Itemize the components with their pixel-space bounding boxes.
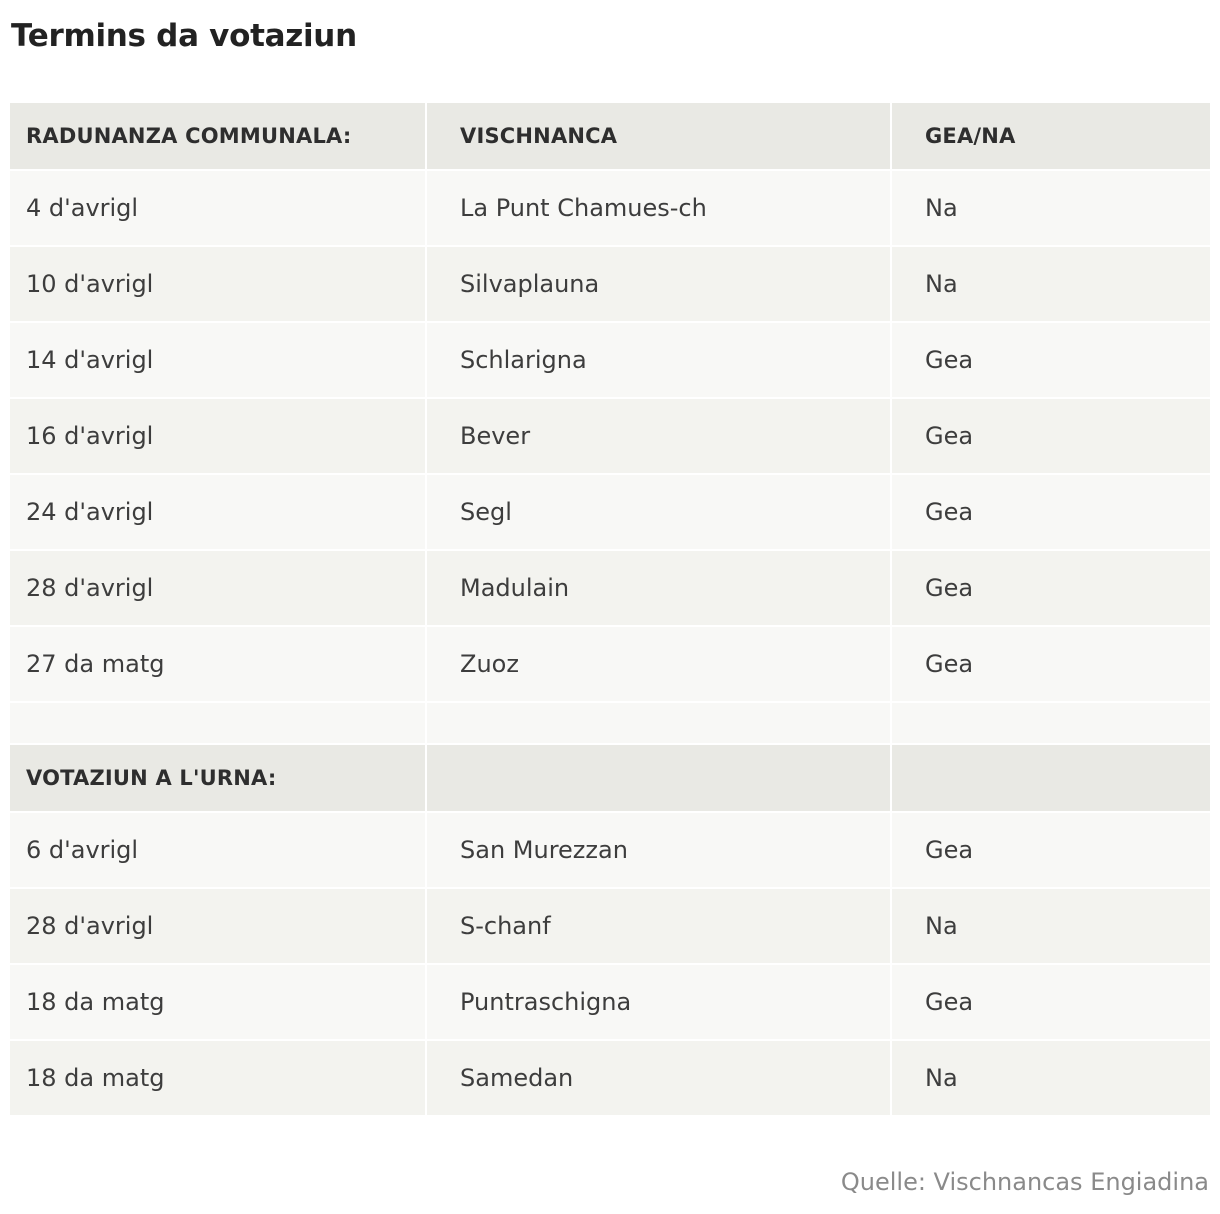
date-cell: 28 d'avrigl — [10, 888, 426, 964]
source-note: Quelle: Vischnancas Engiadina — [840, 1168, 1209, 1196]
result-cell: Gea — [891, 474, 1210, 550]
result-cell: Na — [891, 888, 1210, 964]
table-row — [10, 550, 1210, 626]
page-title: Termins da votaziun — [11, 18, 357, 54]
municipality-cell: Bever — [426, 398, 891, 474]
table-row — [10, 474, 1210, 550]
result-cell: Na — [891, 170, 1210, 246]
empty-cell — [891, 702, 1210, 744]
municipality-cell: Zuoz — [426, 626, 891, 702]
date-cell: 4 d'avrigl — [10, 170, 426, 246]
municipality-cell: Segl — [426, 474, 891, 550]
date-cell: 18 da matg — [10, 964, 426, 1040]
section-header-ballot: VOTAZIUN A L'URNA: — [10, 744, 426, 812]
result-cell: Gea — [891, 550, 1210, 626]
date-cell: 16 d'avrigl — [10, 398, 426, 474]
table-row — [10, 964, 1210, 1040]
date-cell: 27 da matg — [10, 626, 426, 702]
municipality-cell: S-chanf — [426, 888, 891, 964]
voting-dates-table — [10, 103, 1210, 1117]
municipality-cell: Samedan — [426, 1040, 891, 1116]
municipality-cell: Madulain — [426, 550, 891, 626]
table-row — [10, 1040, 1210, 1116]
date-cell: 18 da matg — [10, 1040, 426, 1116]
header-cell-result: GEA/NA — [891, 103, 1210, 170]
empty-cell — [426, 702, 891, 744]
municipality-cell: Silvaplauna — [426, 246, 891, 322]
date-cell: 28 d'avrigl — [10, 550, 426, 626]
table-row — [10, 322, 1210, 398]
date-cell: 24 d'avrigl — [10, 474, 426, 550]
date-cell: 10 d'avrigl — [10, 246, 426, 322]
date-cell: 6 d'avrigl — [10, 812, 426, 888]
empty-header-cell — [891, 744, 1210, 812]
municipality-cell: Schlarigna — [426, 322, 891, 398]
result-cell: Na — [891, 246, 1210, 322]
spacer-row — [10, 702, 1210, 744]
table-row — [10, 812, 1210, 888]
empty-cell — [10, 702, 426, 744]
empty-header-cell — [426, 744, 891, 812]
result-cell: Na — [891, 1040, 1210, 1116]
table-row — [10, 626, 1210, 702]
section-header-row — [10, 744, 1210, 812]
header-cell-municipality: VISCHNANCA — [426, 103, 891, 170]
result-cell: Gea — [891, 964, 1210, 1040]
result-cell: Gea — [891, 626, 1210, 702]
result-cell: Gea — [891, 398, 1210, 474]
municipality-cell: La Punt Chamues-ch — [426, 170, 891, 246]
result-cell: Gea — [891, 812, 1210, 888]
result-cell: Gea — [891, 322, 1210, 398]
table-row — [10, 170, 1210, 246]
header-cell-date: RADUNANZA COMMUNALA: — [10, 103, 426, 170]
table-header-row — [10, 103, 1210, 170]
date-cell: 14 d'avrigl — [10, 322, 426, 398]
table-row — [10, 888, 1210, 964]
municipality-cell: Puntraschigna — [426, 964, 891, 1040]
table-row — [10, 398, 1210, 474]
table-row — [10, 246, 1210, 322]
municipality-cell: San Murezzan — [426, 812, 891, 888]
